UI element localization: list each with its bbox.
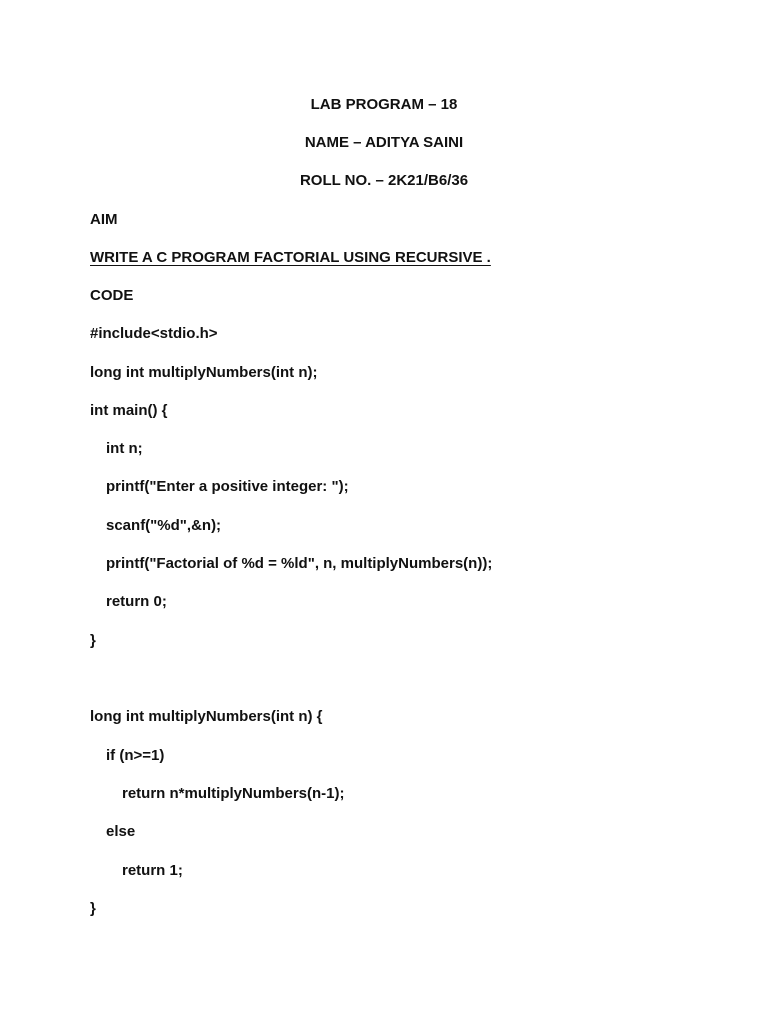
code-line: return n*multiplyNumbers(n-1);: [122, 785, 345, 802]
code-line: long int multiplyNumbers(int n);: [90, 364, 318, 381]
aim-heading: AIM: [90, 211, 118, 228]
code-line: #include<stdio.h>: [90, 325, 218, 342]
aim-text: WRITE A C PROGRAM FACTORIAL USING RECURSIVE .: [90, 249, 491, 266]
code-line: return 0;: [106, 593, 167, 610]
roll-number: ROLL NO. – 2K21/B6/36: [299, 172, 469, 189]
code-line: if (n>=1): [106, 747, 165, 764]
code-line: scanf("%d",&n);: [106, 517, 222, 534]
code-line: }: [90, 900, 96, 917]
code-line: return 1;: [122, 862, 183, 879]
code-heading: CODE: [90, 287, 134, 304]
code-line: else: [106, 823, 136, 840]
student-name: NAME – ADITYA SAINI: [304, 134, 464, 151]
code-line: }: [90, 632, 96, 649]
code-line: printf("Factorial of %d = %ld", n, multiplyNumbers(n));: [106, 555, 493, 572]
code-line: int main() {: [90, 402, 168, 419]
code-line: int n;: [106, 440, 143, 457]
code-line: long int multiplyNumbers(int n) {: [90, 708, 323, 725]
program-title: LAB PROGRAM – 18: [310, 96, 458, 113]
code-line: printf("Enter a positive integer: ");: [106, 478, 349, 495]
